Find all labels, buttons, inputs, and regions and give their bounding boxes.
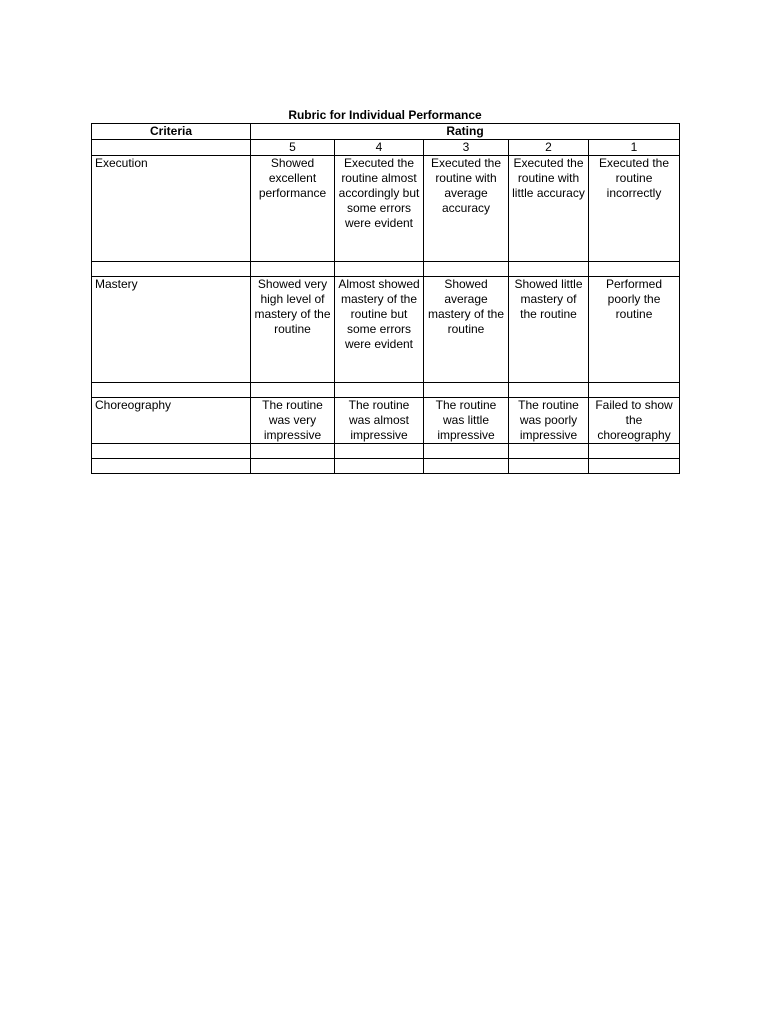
empty-cell <box>589 383 680 398</box>
empty-cell <box>92 140 251 156</box>
empty-cell <box>251 262 335 277</box>
empty-cell <box>251 444 335 459</box>
descriptor-cell: Showed little mastery of the routine <box>509 277 589 383</box>
empty-cell <box>251 383 335 398</box>
rating-level-2: 2 <box>509 140 589 156</box>
descriptor-cell: The routine was poorly impressive <box>509 398 589 444</box>
empty-cell <box>92 444 251 459</box>
criteria-header: Criteria <box>92 124 251 140</box>
empty-cell <box>424 262 509 277</box>
table-row-execution <box>92 156 680 262</box>
descriptor-cell: The routine was almost impressive <box>335 398 424 444</box>
descriptor-cell: Executed the routine with average accuracy <box>424 156 509 262</box>
descriptor-cell: The routine was little impressive <box>424 398 509 444</box>
rating-header: Rating <box>251 124 680 140</box>
empty-cell <box>424 444 509 459</box>
empty-cell <box>589 444 680 459</box>
empty-cell <box>424 459 509 474</box>
spacer-row <box>92 459 680 474</box>
descriptor-cell: Showed average mastery of the routine <box>424 277 509 383</box>
empty-cell <box>589 459 680 474</box>
descriptor-cell: Executed the routine almost accordingly but some errors were evident <box>335 156 424 262</box>
criterion-cell: Execution <box>92 156 251 262</box>
descriptor-cell: Performed poorly the routine <box>589 277 680 383</box>
table-row-choreography <box>92 398 680 444</box>
descriptor-cell: Showed very high level of mastery of the routine <box>251 277 335 383</box>
empty-cell <box>92 262 251 277</box>
empty-cell <box>509 383 589 398</box>
empty-cell <box>335 444 424 459</box>
empty-cell <box>589 262 680 277</box>
rating-level-5: 5 <box>251 140 335 156</box>
document-title: Rubric for Individual Performance <box>288 108 482 122</box>
descriptor-cell: Failed to show the choreography <box>589 398 680 444</box>
empty-cell <box>509 444 589 459</box>
rubric-table <box>91 123 680 474</box>
descriptor-cell: Executed the routine incorrectly <box>589 156 680 262</box>
descriptor-cell: The routine was very impressive <box>251 398 335 444</box>
criterion-cell: Mastery <box>92 277 251 383</box>
empty-cell <box>509 262 589 277</box>
empty-cell <box>509 459 589 474</box>
rating-level-1: 1 <box>589 140 680 156</box>
rating-level-4: 4 <box>335 140 424 156</box>
descriptor-cell: Showed excellent performance <box>251 156 335 262</box>
empty-cell <box>335 459 424 474</box>
rating-level-3: 3 <box>424 140 509 156</box>
empty-cell <box>92 383 251 398</box>
table-row-mastery <box>92 277 680 383</box>
header-row <box>92 124 680 140</box>
empty-cell <box>335 262 424 277</box>
rating-levels-row <box>92 140 680 156</box>
criterion-cell: Choreography <box>92 398 251 444</box>
spacer-row <box>92 383 680 398</box>
spacer-row <box>92 444 680 459</box>
empty-cell <box>251 459 335 474</box>
spacer-row <box>92 262 680 277</box>
empty-cell <box>335 383 424 398</box>
descriptor-cell: Almost showed mastery of the routine but some errors were evident <box>335 277 424 383</box>
empty-cell <box>424 383 509 398</box>
descriptor-cell: Executed the routine with little accuracy <box>509 156 589 262</box>
empty-cell <box>92 459 251 474</box>
